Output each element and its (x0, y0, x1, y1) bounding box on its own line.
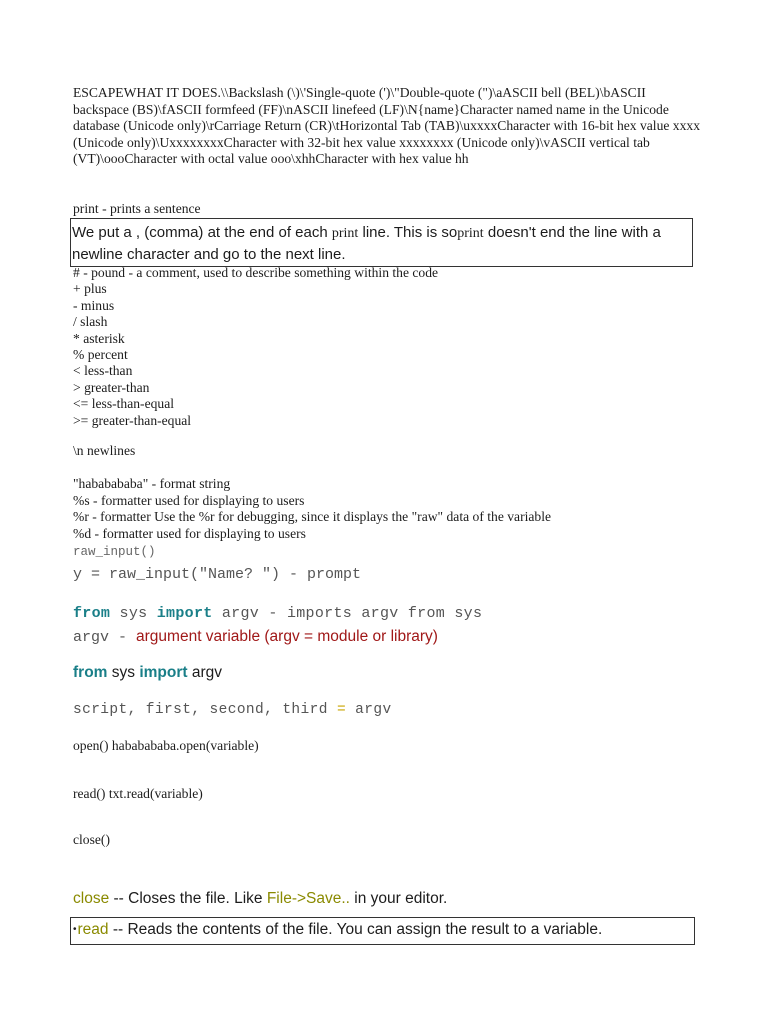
symbol-line: + plus (73, 281, 107, 297)
print-code-2: print (457, 226, 484, 241)
read-note: read() txt.read(variable) (73, 786, 203, 801)
format-line: "hababababa" - format string (73, 476, 231, 491)
close-text-1: -- Closes the file. Like (109, 890, 267, 907)
bullet-icon: • (73, 924, 77, 935)
format-line: %r - formatter Use the %r for debugging, since it displays the "raw" data of the variable (73, 509, 552, 525)
symbol-line: % percent (73, 346, 128, 362)
symbol-line: >= greater-than-equal (73, 412, 192, 428)
from-keyword: from (73, 664, 108, 681)
print-heading: print - prints a sentence (73, 201, 201, 216)
unpack-source: argv (346, 702, 392, 718)
from-keyword: from (73, 605, 111, 622)
open-note: open() hababababa.open(variable) (73, 738, 259, 753)
module-name: sys (107, 664, 140, 681)
module-name: sys (110, 605, 157, 622)
symbol-line: - minus (73, 297, 115, 313)
print-note-text-2: line. This is so (358, 224, 458, 241)
read-description-box (70, 917, 695, 945)
print-note-text-1: We put a , (comma) at the end of each (72, 224, 332, 241)
argv-description: argument variable (argv = module or library) (136, 628, 438, 645)
imported-name: argv (187, 664, 223, 681)
close-description (73, 890, 447, 908)
symbol-line: * asterisk (73, 330, 125, 346)
raw-input-function: raw_input() (73, 545, 156, 559)
assign-operator: = (336, 702, 347, 718)
print-note-box (70, 218, 693, 267)
close-note: close() (73, 832, 110, 847)
close-text-2: in your editor. (349, 890, 448, 907)
print-code-1: print (331, 226, 359, 241)
operator-symbols-list (73, 265, 438, 429)
close-keyword: close (73, 890, 110, 907)
read-text: -- Reads the contents of the file. You can assign the result to a variable. (108, 921, 603, 938)
format-line: %d - formatter used for displaying to users (73, 525, 306, 541)
argv-unpack-line (73, 702, 392, 718)
import-code-line (73, 605, 482, 622)
format-line: %s - formatter used for displaying to users (73, 492, 305, 508)
import-statement (73, 664, 222, 682)
escape-sequences-paragraph: ESCAPEWHAT IT DOES.\\Backslash (\)\'Single-quote (')\"Double-quote (")\aASCII bell (BEL)\bASCII backspace (BS)\fASCII formfeed (FF)\nASCII linefeed (LF)\N{name}Character named name in the Unicode database (Unicode only)\rCarriage Return (CR)\tHorizontal Tab (TAB)\uxxxxCharacter with 16-bit hex value xxxx (Unicode only)\UxxxxxxxxCharacter with 32-bit hex value xxxxxxxx (Unicode only)\vASCII vertical tab (VT)\oooCharacter with octal value ooo\xhhCharacter with hex value hh (73, 85, 700, 166)
import-keyword: import (139, 664, 188, 681)
argv-definition-line (73, 628, 438, 646)
symbol-line: > greater-than (73, 379, 150, 395)
symbol-line: # - pound - a comment, used to describe something within the code (73, 265, 439, 280)
symbol-line: < less-than (73, 363, 133, 379)
newlines-note: \n newlines (73, 443, 136, 458)
argv-code: argv - (73, 629, 137, 646)
symbol-line: / slash (73, 314, 108, 330)
print-note-text-3: doesn't end the line with a newline character and go to the next line. (72, 224, 661, 263)
import-keyword: import (156, 605, 213, 622)
symbol-line: <= less-than-equal (73, 396, 175, 412)
unpack-targets: script, first, second, third (73, 702, 337, 718)
file-save-menu: File->Save.. (266, 890, 350, 907)
prompt-code-line: y = raw_input("Name? ") - prompt (73, 566, 362, 583)
read-keyword: read (77, 921, 109, 938)
format-string-list (73, 476, 551, 542)
import-description: argv - imports argv from sys (212, 605, 483, 622)
